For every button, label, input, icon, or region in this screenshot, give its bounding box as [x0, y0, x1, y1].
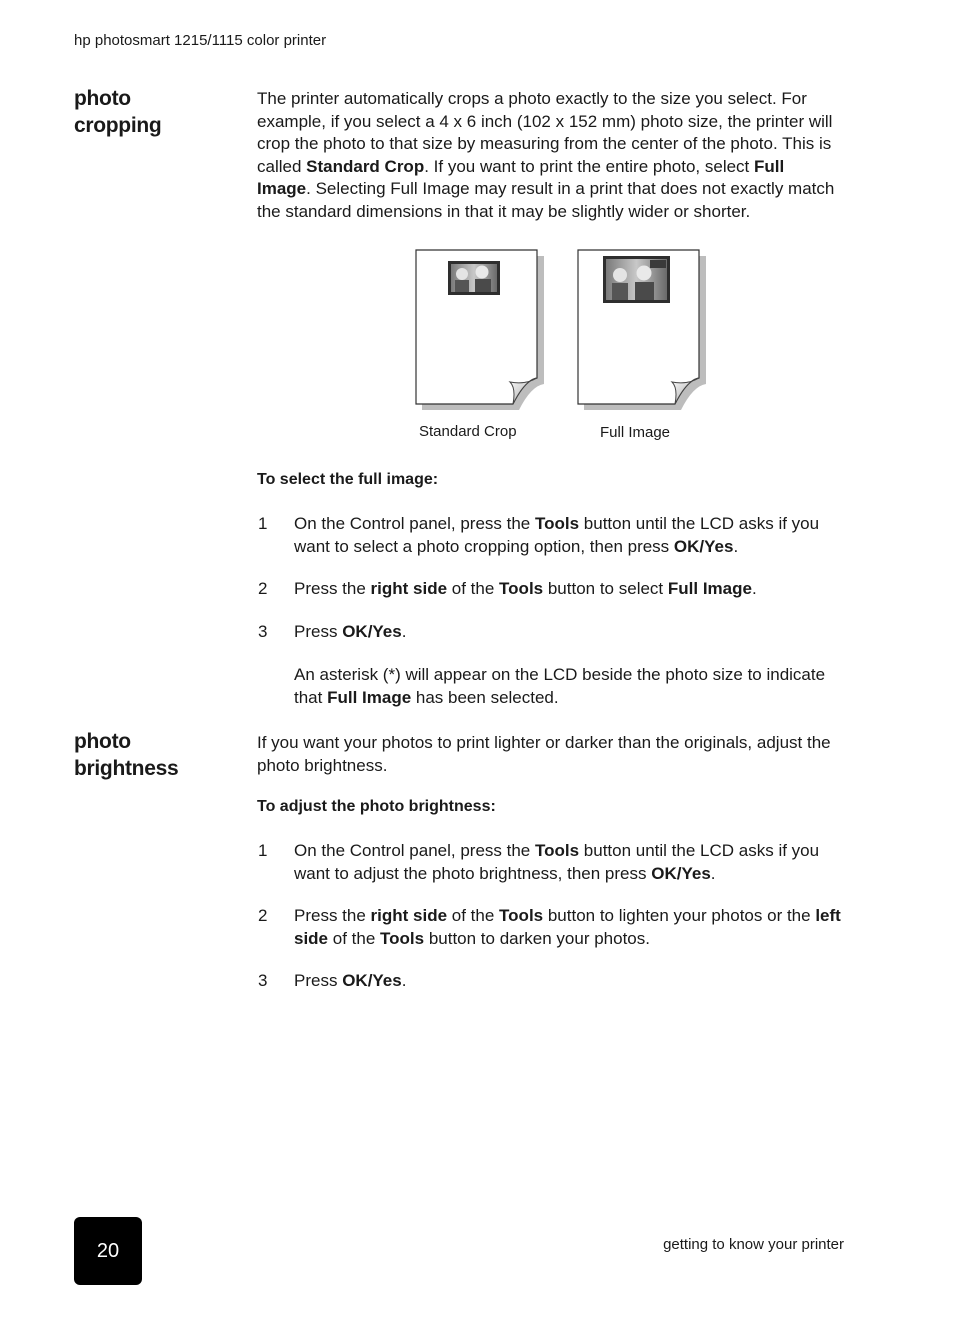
emphasis-text: Tools — [534, 514, 580, 533]
emphasis-text: left side — [294, 906, 841, 948]
text-run: Press — [294, 622, 343, 641]
text-run: . — [751, 579, 757, 598]
emphasis-text: Tools — [499, 579, 544, 598]
subhead-adjust-brightness: To adjust the photo brightness: — [257, 798, 496, 815]
text-run: The printer automatically crops a photo exactly to the size you select. For example, if you select a 4 x 6 inch (102 x 152 mm) photo size, the printer will crop the photo to that size by measuring from the center of the photo. This is called — [257, 89, 833, 176]
text-run: . If you want to print the entire photo, select — [424, 156, 755, 176]
running-footer: getting to know your printer — [663, 1236, 844, 1253]
emphasis-text: Tools — [534, 841, 580, 860]
emphasis-text: Standard Crop — [306, 156, 425, 176]
full-image-photo — [603, 256, 670, 303]
emphasis-text: right side — [370, 906, 448, 925]
text-run: . Selecting Full Image may result in a print that does not exactly match the standard dimensions in that it may be slightly wider or shorter. — [257, 179, 835, 221]
text-run: button until the LCD asks if you want to select a photo cropping option, then press — [294, 514, 820, 556]
heading-line: photo — [74, 730, 131, 753]
heading-line: photo — [74, 87, 131, 110]
emphasis-text: OK/Yes — [342, 622, 402, 641]
text-run: . — [733, 536, 739, 556]
text-run: of the — [328, 928, 381, 948]
text-run: Press the — [294, 906, 371, 925]
step-number: 2 — [258, 906, 268, 925]
text-run: has been selected. — [411, 687, 559, 707]
step-text — [294, 513, 844, 558]
text-run: . — [401, 971, 407, 990]
cropping-intro-paragraph — [257, 88, 842, 223]
crop-comparison-figure — [410, 244, 710, 414]
caption-standard-crop: Standard Crop — [419, 423, 517, 440]
step-text — [294, 621, 844, 644]
step-text — [294, 840, 844, 885]
text-run: button to lighten your photos or the — [543, 906, 816, 925]
text-run: On the Control panel, press the — [294, 841, 535, 860]
text-run: An asterisk (*) will appear on the LCD beside the photo size to indicate that — [294, 665, 826, 707]
step-text — [294, 970, 844, 993]
page-number-badge: 20 — [74, 1217, 142, 1285]
heading-line: cropping — [74, 114, 162, 137]
subhead-select-full-image: To select the full image: — [257, 471, 439, 488]
text-run: of the — [447, 906, 500, 925]
step-number: 1 — [258, 514, 268, 533]
caption-full-image: Full Image — [600, 424, 671, 441]
step-text — [294, 905, 844, 950]
text-run: Press the — [294, 579, 371, 598]
standard-crop-photo — [448, 261, 500, 295]
section-heading-photo-brightness — [74, 728, 178, 782]
running-header: hp photosmart 1215/1115 color printer — [74, 32, 327, 49]
text-run: button until the LCD asks if you want to adjust the photo brightness, then press — [294, 841, 820, 883]
emphasis-text: right side — [370, 579, 448, 598]
text-run: button to darken your photos. — [424, 928, 650, 948]
brightness-intro-paragraph — [257, 732, 842, 777]
emphasis-text: OK/Yes — [651, 863, 711, 883]
step-number: 3 — [258, 971, 268, 990]
text-run: Press — [294, 971, 343, 990]
emphasis-text: OK/Yes — [342, 971, 402, 990]
emphasis-text: Full Image — [667, 579, 752, 598]
text-run: If you want your photos to print lighter or darker than the originals, adjust the photo brightness. — [257, 733, 831, 775]
section-heading-photo-cropping — [74, 85, 161, 139]
emphasis-text: Tools — [380, 928, 425, 948]
step-number: 2 — [258, 579, 268, 598]
step-number: 1 — [258, 841, 268, 860]
emphasis-text: OK/Yes — [673, 536, 734, 556]
emphasis-text: Full Image — [257, 156, 785, 198]
emphasis-text: Full Image — [327, 687, 412, 707]
step-text — [294, 578, 844, 601]
heading-line: brightness — [74, 757, 179, 780]
emphasis-text: Tools — [499, 906, 544, 925]
text-run: of the — [447, 579, 500, 598]
text-run: button to select — [543, 579, 668, 598]
full-image-page — [578, 250, 706, 410]
step-note — [294, 664, 844, 709]
text-run: . — [710, 863, 716, 883]
text-run: On the Control panel, press the — [294, 514, 535, 533]
text-run: . — [401, 622, 407, 641]
step-number: 3 — [258, 622, 268, 641]
standard-crop-page — [416, 250, 544, 410]
